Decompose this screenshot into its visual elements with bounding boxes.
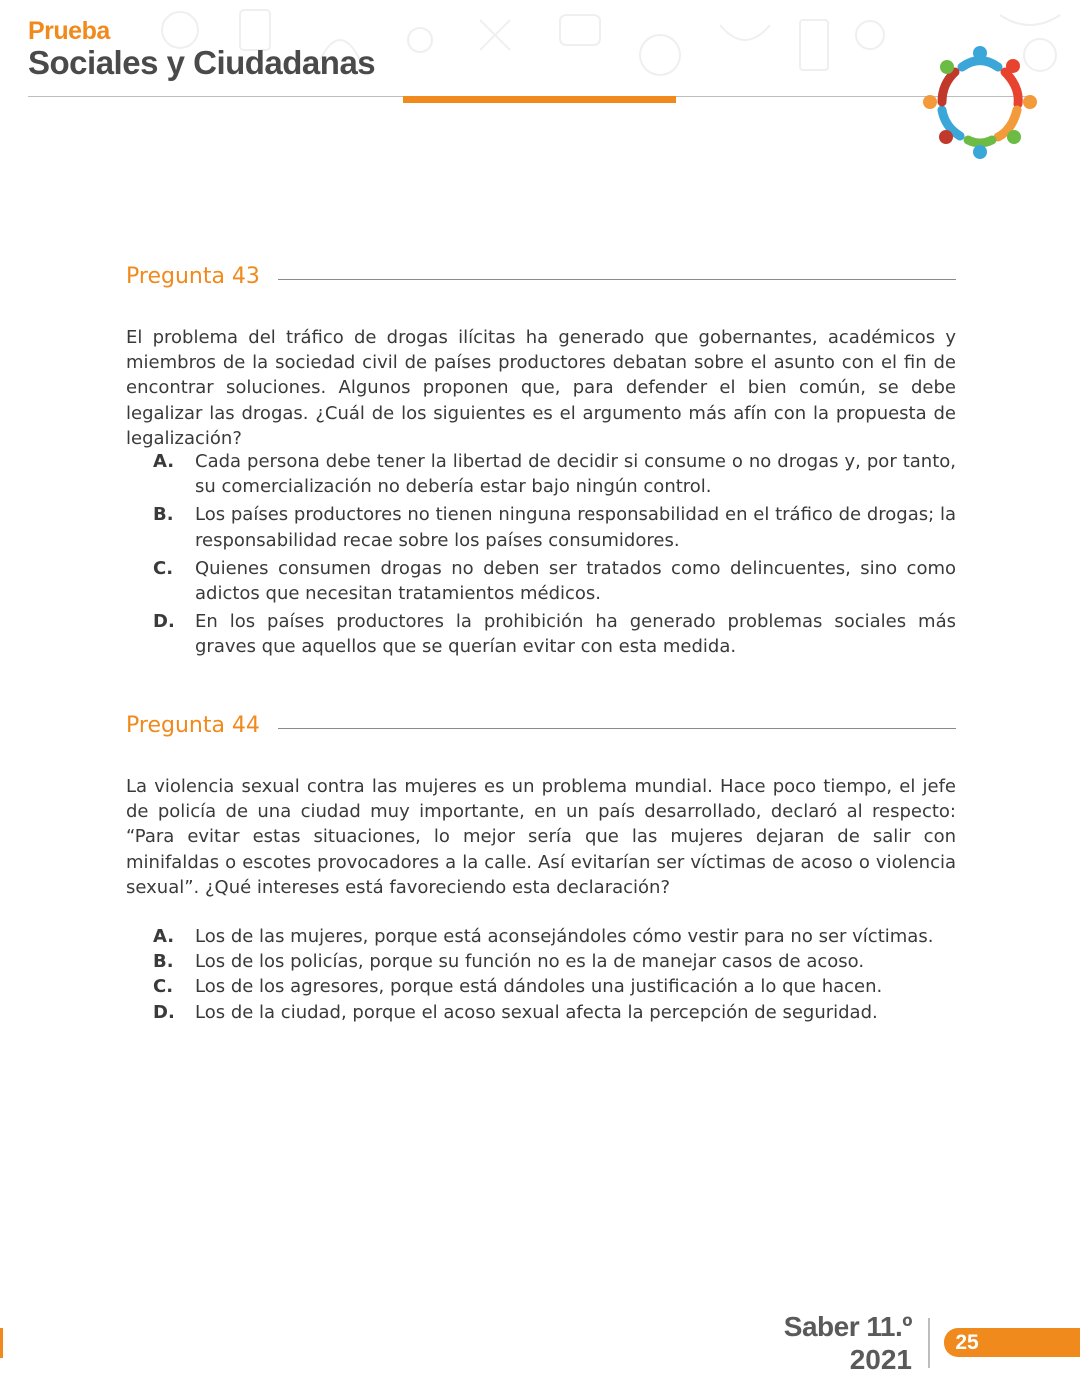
question-43-option-b[interactable] — [153, 502, 956, 552]
question-43-option-d[interactable] — [153, 609, 956, 659]
question-44-option-b[interactable] — [153, 949, 956, 974]
header-subject: Sociales y Ciudadanas — [28, 44, 376, 81]
option-text: Quienes consumen drogas no deben ser tratados como delincuentes, sino como adictos que necesitan tratamientos médicos. — [195, 557, 956, 605]
option-letter: B. — [153, 504, 174, 526]
option-text: En los países productores la prohibición ha generado problemas sociales más graves que aquellos que se querían evitar con esta medida. — [195, 611, 956, 658]
footer-saber — [784, 1311, 912, 1377]
option-letter: D. — [153, 611, 175, 633]
people-circle-logo-icon — [920, 42, 1040, 162]
option-letter: C. — [153, 976, 174, 998]
footer-saber-title: Saber 11.º — [783, 1311, 912, 1342]
footer-year: 2021 — [849, 1344, 912, 1375]
option-letter: A. — [153, 451, 175, 472]
question-43-options — [153, 449, 956, 660]
option-letter: C. — [153, 557, 174, 579]
option-text: Cada persona debe tener la libertad de decidir si consume o no drogas y, por tanto, su comercialización no debería estar bajo ningún control. — [195, 451, 956, 498]
question-43-header — [126, 264, 956, 294]
page-number: 25 — [955, 1331, 979, 1354]
question-44-title: Pregunta 44 — [126, 713, 260, 738]
question-43-stem: El problema del tráfico de drogas ilícitas ha generado que gobernantes, académicos y miembros de la sociedad civil de países productores debatan sobre el asunto con el fin de encontrar soluciones. Algunos proponen que, para defender el bien común, se debe legalizar las drogas. ¿Cuál de los siguientes es el argumento más afín con la propuesta de legalización? — [126, 327, 956, 449]
question-43-rule — [278, 279, 956, 280]
option-text: Los de la ciudad, porque el acoso sexual afecta la percepción de seguridad. — [195, 1001, 878, 1023]
question-44-option-d[interactable] — [153, 1000, 956, 1025]
option-text: Los de las mujeres, porque está aconsejándoles cómo vestir para no ser víctimas. — [195, 926, 934, 947]
option-letter: A. — [153, 926, 175, 947]
footer-left-mark — [0, 1328, 3, 1358]
question-43-option-c[interactable] — [153, 556, 956, 606]
question-44-option-a[interactable] — [153, 924, 956, 949]
page-number-badge — [944, 1328, 1080, 1357]
header-accent-bar — [403, 96, 676, 103]
option-text: Los de los agresores, porque está dándoles una justificación a lo que hacen. — [195, 976, 883, 998]
question-44-option-c[interactable] — [153, 974, 956, 999]
question-44-stem: La violencia sexual contra las mujeres es un problema mundial. Hace poco tiempo, el jefe de policía de una ciudad muy importante, en un país desarrollado, declaró al respecto: “Para evitar estas situaciones, lo mejor sería que las mujeres dejaran de salir con minifaldas o escotes provocadores a la calle. Así evitarían ser víctimas de acoso o violencia sexual”. ¿Qué intereses está favoreciendo esta declaración? — [126, 776, 956, 898]
option-letter: B. — [153, 951, 174, 973]
option-text: Los de los policías, porque su función no es la de manejar casos de acoso. — [195, 951, 865, 973]
question-44-options — [153, 924, 956, 1025]
header-prueba: Prueba — [28, 17, 110, 45]
question-43-option-a[interactable] — [153, 449, 956, 499]
option-letter: D. — [153, 1001, 175, 1023]
option-text: Los países productores no tienen ninguna responsabilidad en el tráfico de drogas; la responsabilidad recae sobre los países consumidores. — [195, 504, 956, 551]
question-44-header — [126, 713, 956, 743]
footer-separator — [928, 1318, 930, 1368]
question-43-title: Pregunta 43 — [126, 264, 260, 289]
question-44-rule — [278, 728, 956, 729]
